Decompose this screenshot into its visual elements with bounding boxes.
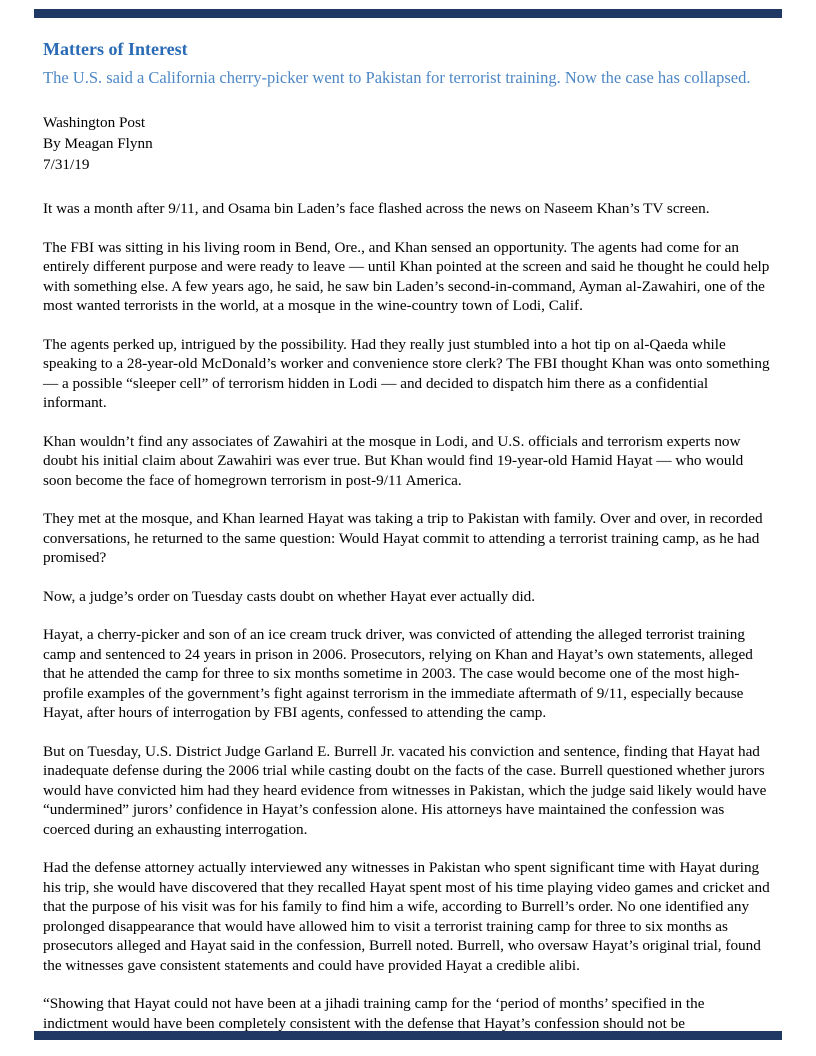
paragraph: The FBI was sitting in his living room in Bend, Ore., and Khan sensed an opportunity. The agents had come for an entirely different purpose and were ready to leave — until Khan pointed at the screen and said he thought he could help with something else. A few years ago, he said, he saw bin Laden’s second-in-command, Ayman al-Zawahiri, one of the most wanted terrorists in the world, at a mosque in the wine-country town of Lodi, Calif. <box>43 238 770 314</box>
byline-line: By Meagan Flynn <box>43 135 153 152</box>
byline <box>43 112 773 175</box>
paragraph: It was a month after 9/11, and Osama bin Laden’s face flashed across the news on Naseem Khan’s TV screen. <box>43 200 710 217</box>
article-subtitle: The U.S. said a California cherry-picker went to Pakistan for terrorist training. Now the case has collapsed. <box>43 68 751 87</box>
article-title: Matters of Interest <box>43 39 188 59</box>
paragraph: The agents perked up, intrigued by the possibility. Had they really just stumbled into a hot tip on al-Qaeda while speaking to a 28-year-old McDonald’s worker and convenience store clerk? The FBI thought Khan was onto something — a possible “sleeper cell” of terrorism hidden in Lodi — and decided to dispatch him there as a confidential informant. <box>43 335 770 411</box>
paragraph: But on Tuesday, U.S. District Judge Garland E. Burrell Jr. vacated his conviction and sentence, finding that Hayat had inadequate defense during the 2006 trial while casting doubt on the facts of the case. Burrell questioned whether jurors would have convicted him had they heard evidence from witnesses in Pakistan, which the judge said likely would have “undermined” jurors’ confidence in Hayat’s confession alone. His attorneys have maintained the confession was coerced during an exhausting interrogation. <box>43 742 767 838</box>
byline-line: 7/31/19 <box>43 156 90 173</box>
paragraph: Hayat, a cherry-picker and son of an ice cream truck driver, was convicted of attending the alleged terrorist training camp and sentenced to 24 years in prison in 2006. Prosecutors, relying on Khan and Hayat’s own statements, alleged that he attended the camp for three to six months sometime in 2003. The case would become one of the most high-profile examples of the government’s fight against terrorism in the immediate aftermath of 9/11, especially because Hayat, after hours of interrogation by FBI agents, confessed to attending the camp. <box>43 626 753 721</box>
top-rule <box>34 9 782 18</box>
paragraph: They met at the mosque, and Khan learned Hayat was taking a trip to Pakistan with family. Over and over, in recorded conversations, he returned to the same question: Would Hayat commit to attending a terrorist training camp, as he had promised? <box>43 510 763 566</box>
paragraph: Had the defense attorney actually interviewed any witnesses in Pakistan who spent significant time with Hayat during his trip, she would have discovered that they recalled Hayat spent most of his time playing video games and cricket and that the purpose of his visit was for his family to find him a wife, according to Burrell’s order. No one identified any prolonged disappearance that would have allowed him to visit a terrorist training camp for three to six months as prosecutors alleged and Hayat said in the confession, Burrell noted. Burrell, who oversaw Hayat’s original trial, found the witnesses gave consistent statements and could have provided Hayat a credible alibi. <box>43 859 770 974</box>
paragraph: Now, a judge’s order on Tuesday casts doubt on whether Hayat ever actually did. <box>43 587 536 605</box>
article-body <box>43 199 773 1033</box>
paragraph: “Showing that Hayat could not have been at a jihadi training camp for the ‘period of months’ specified in the indictment would have been completely consistent with the defense that Hayat’s confession should not be <box>43 995 705 1032</box>
document-content <box>43 18 773 1052</box>
paragraph: Khan wouldn’t find any associates of Zawahiri at the mosque in Lodi, and U.S. officials and terrorism experts now doubt his initial claim about Zawahiri was ever true. But Khan would find 19-year-old Hamid Hayat — who would soon become the face of homegrown terrorism in post-9/11 America. <box>43 432 744 489</box>
byline-line: Washington Post <box>43 114 146 131</box>
bottom-rule <box>34 1031 782 1040</box>
